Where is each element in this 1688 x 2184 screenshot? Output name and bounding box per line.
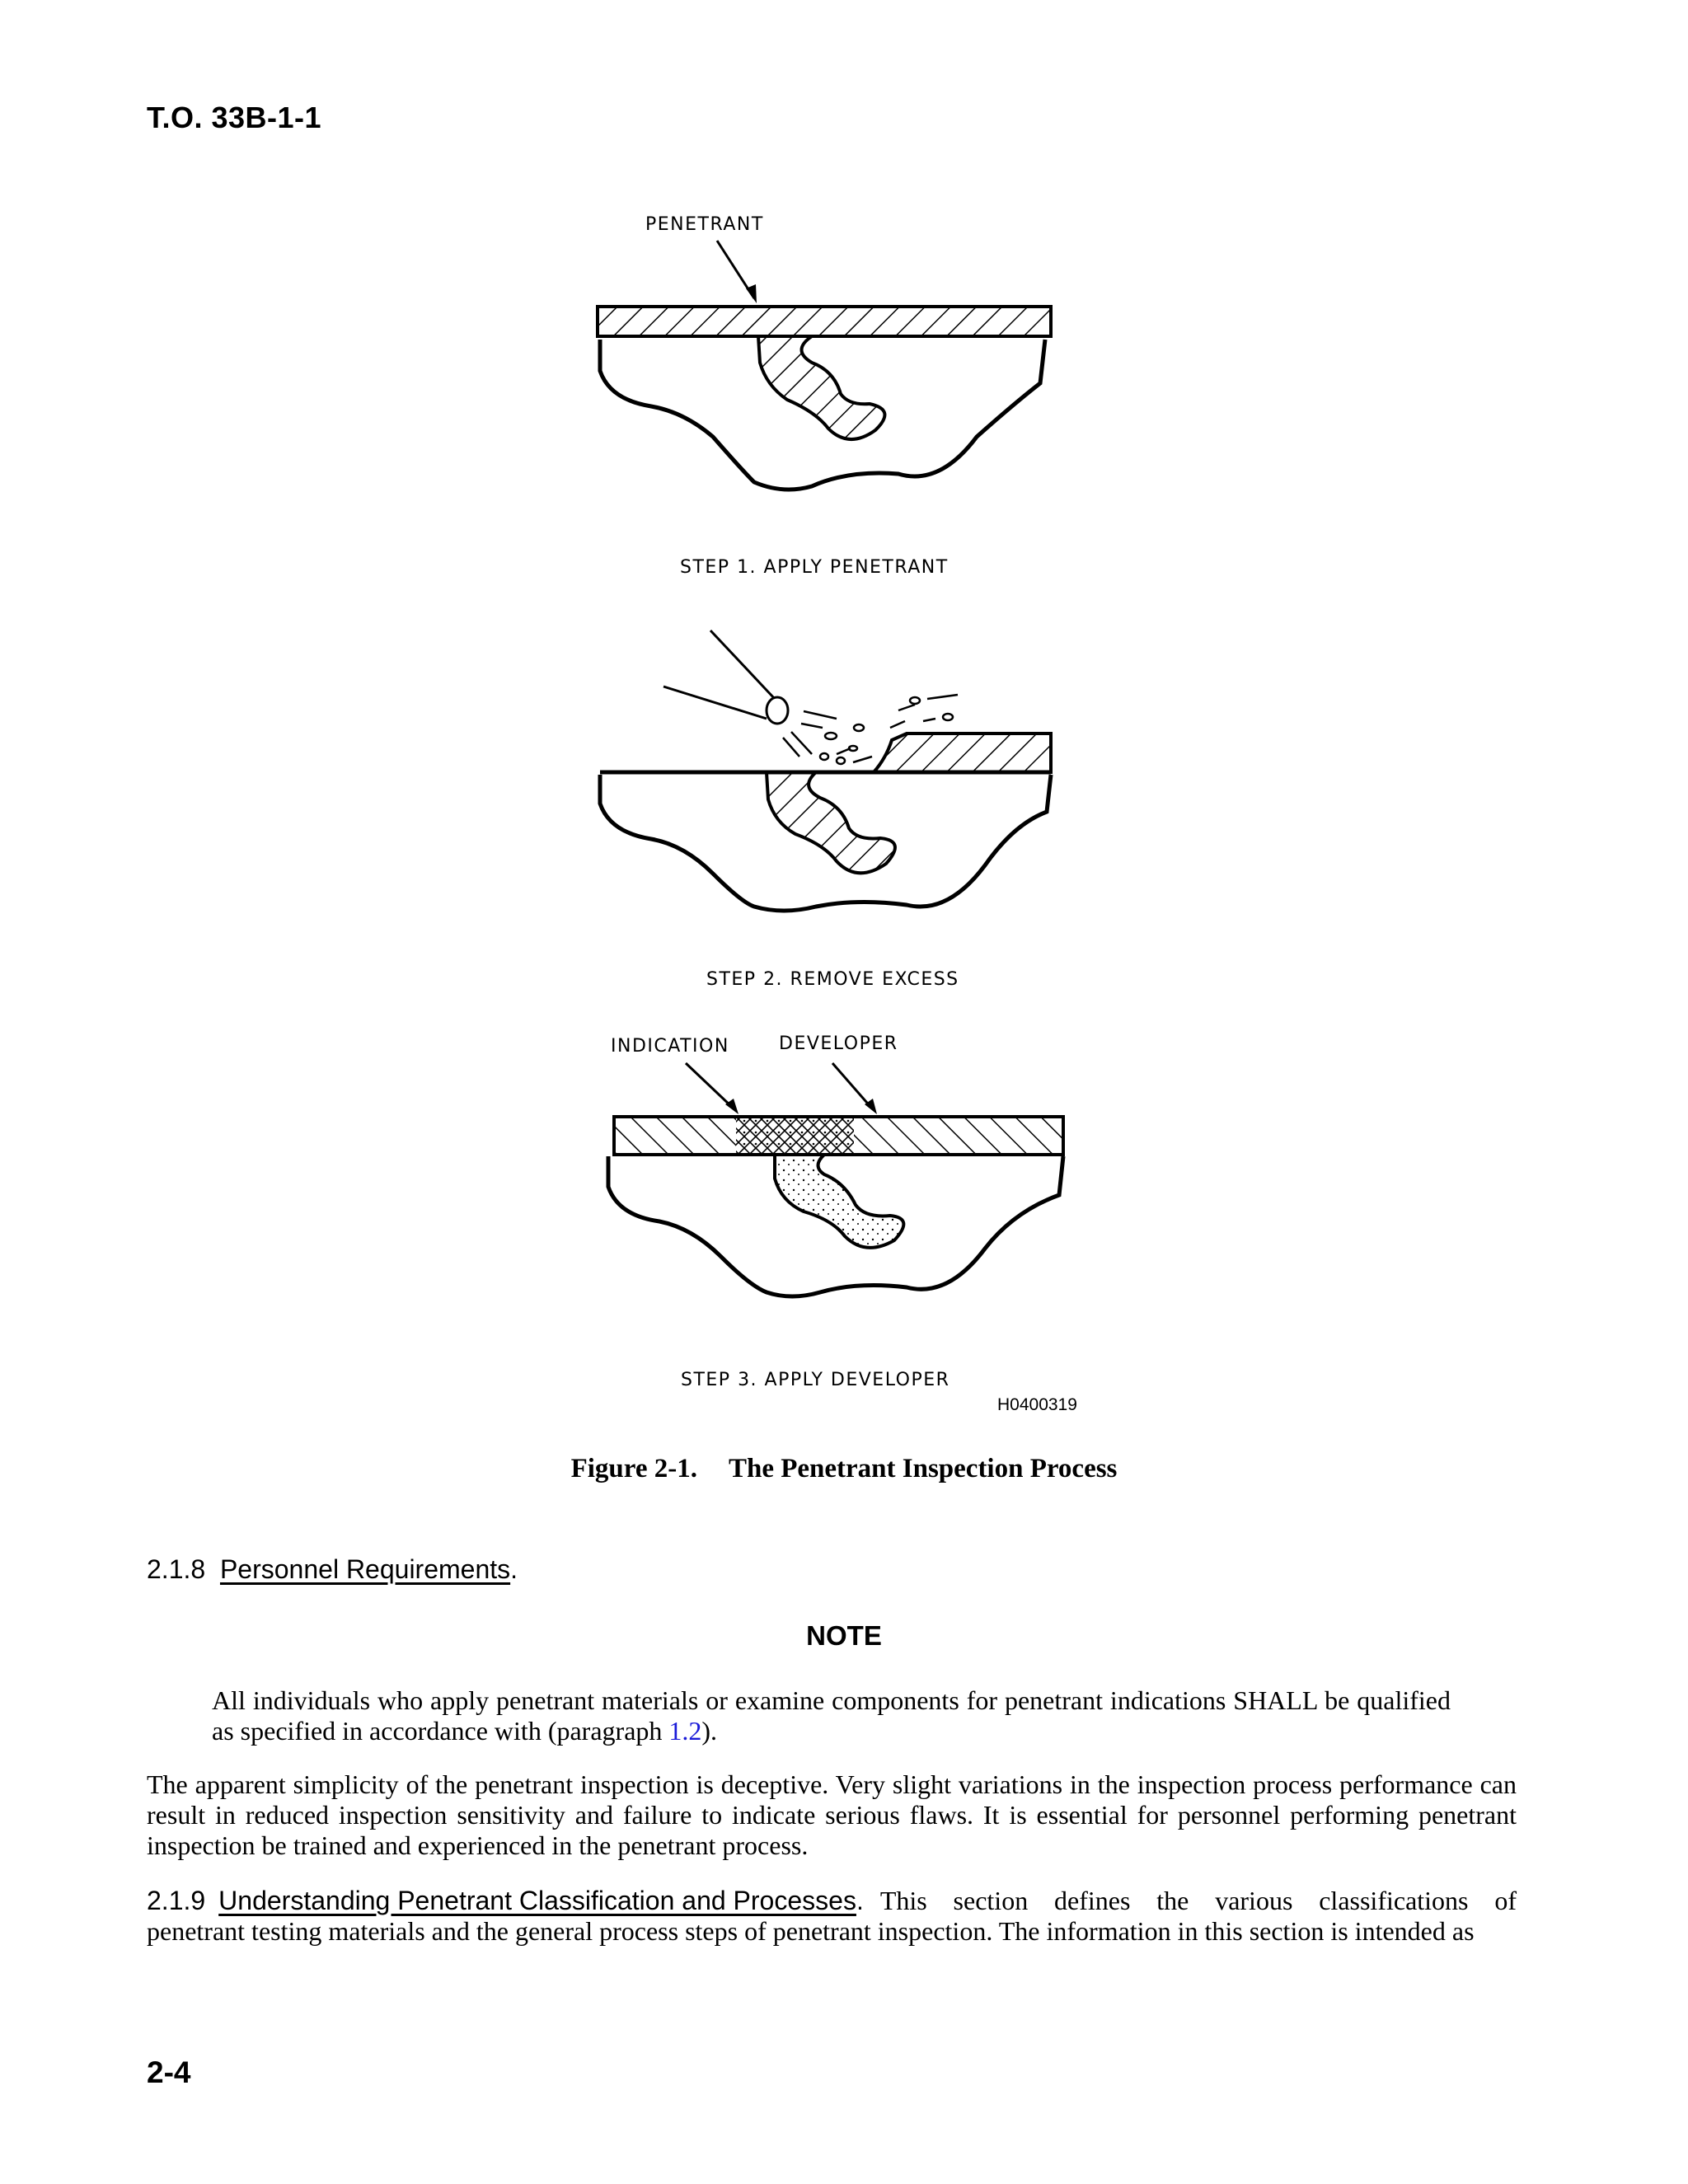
- figure-caption-number: Figure 2-1.: [570, 1454, 697, 1483]
- step2-diagram: [600, 630, 1051, 911]
- paragraph-link[interactable]: 1.2: [668, 1716, 702, 1746]
- step2-wiper-tip: [767, 697, 788, 724]
- step1-diagram: [598, 241, 1051, 490]
- label-developer: DEVELOPER: [779, 1033, 898, 1054]
- step3-diagram: [608, 1063, 1063, 1296]
- step1-crack-fill: [758, 336, 884, 439]
- label-step3: STEP 3. APPLY DEVELOPER: [681, 1370, 950, 1390]
- section-218-number: 2.1.8: [147, 1554, 206, 1584]
- step3-crack-fill: [775, 1155, 903, 1248]
- step2-crack-fill: [767, 772, 895, 873]
- step2-remaining-penetrant: [874, 733, 1051, 772]
- section-219-line1: This section defines the various classifications of: [879, 1886, 1517, 1915]
- step3-indication-pattern: [736, 1118, 854, 1153]
- label-step2: STEP 2. REMOVE EXCESS: [706, 969, 959, 990]
- step3-developer-arrow: [832, 1063, 872, 1108]
- figure-caption: [0, 1454, 1688, 1484]
- step1-penetrant-layer: [598, 307, 1051, 336]
- step3-indication-arrow: [686, 1063, 734, 1108]
- section-219-line2: penetrant testing materials and the general process steps of penetrant inspection. The information in this section is intended as: [147, 1916, 1475, 1946]
- section-218-title: Personnel Requirements: [219, 1554, 511, 1584]
- note-body: All individuals who apply penetrant materials or examine components for penetrant indications SHALL be qualified as specified in accordance with (paragraph 1.2).: [212, 1685, 1451, 1746]
- document-header: T.O. 33B-1-1: [147, 101, 322, 134]
- note-title: NOTE: [806, 1620, 882, 1651]
- label-indication: INDICATION: [611, 1036, 729, 1057]
- section-219-paragraph: 2.1.9 Understanding Penetrant Classification and Processes. This section defines the various classifications of penetrant testing materials and the general process steps of penetrant inspection. The information in this section is intended as: [147, 1886, 1517, 1946]
- page-number: 2-4: [147, 2055, 191, 2089]
- label-step1: STEP 1. APPLY PENETRANT: [680, 557, 949, 578]
- figure-caption-title: The Penetrant Inspection Process: [728, 1454, 1118, 1483]
- label-penetrant: PENETRANT: [645, 214, 764, 235]
- figure-code: H0400319: [997, 1395, 1077, 1414]
- section-218-heading: 2.1.8 Personnel Requirements.: [147, 1554, 518, 1584]
- section-218-paragraph: The apparent simplicity of the penetrant inspection is deceptive. Very slight variations in the inspection process performance can result in reduced inspection sensitivity and failure to indicate serious flaws. It is essential for personnel performing penetrant inspection be trained and experienced in the penetrant process.: [147, 1769, 1517, 1860]
- section-219-number: 2.1.9: [147, 1886, 206, 1915]
- section-219-title: Understanding Penetrant Classification and Processes: [218, 1886, 856, 1915]
- step2-wipe-stroke-1: [710, 630, 775, 699]
- step2-wipe-stroke-2: [663, 687, 767, 719]
